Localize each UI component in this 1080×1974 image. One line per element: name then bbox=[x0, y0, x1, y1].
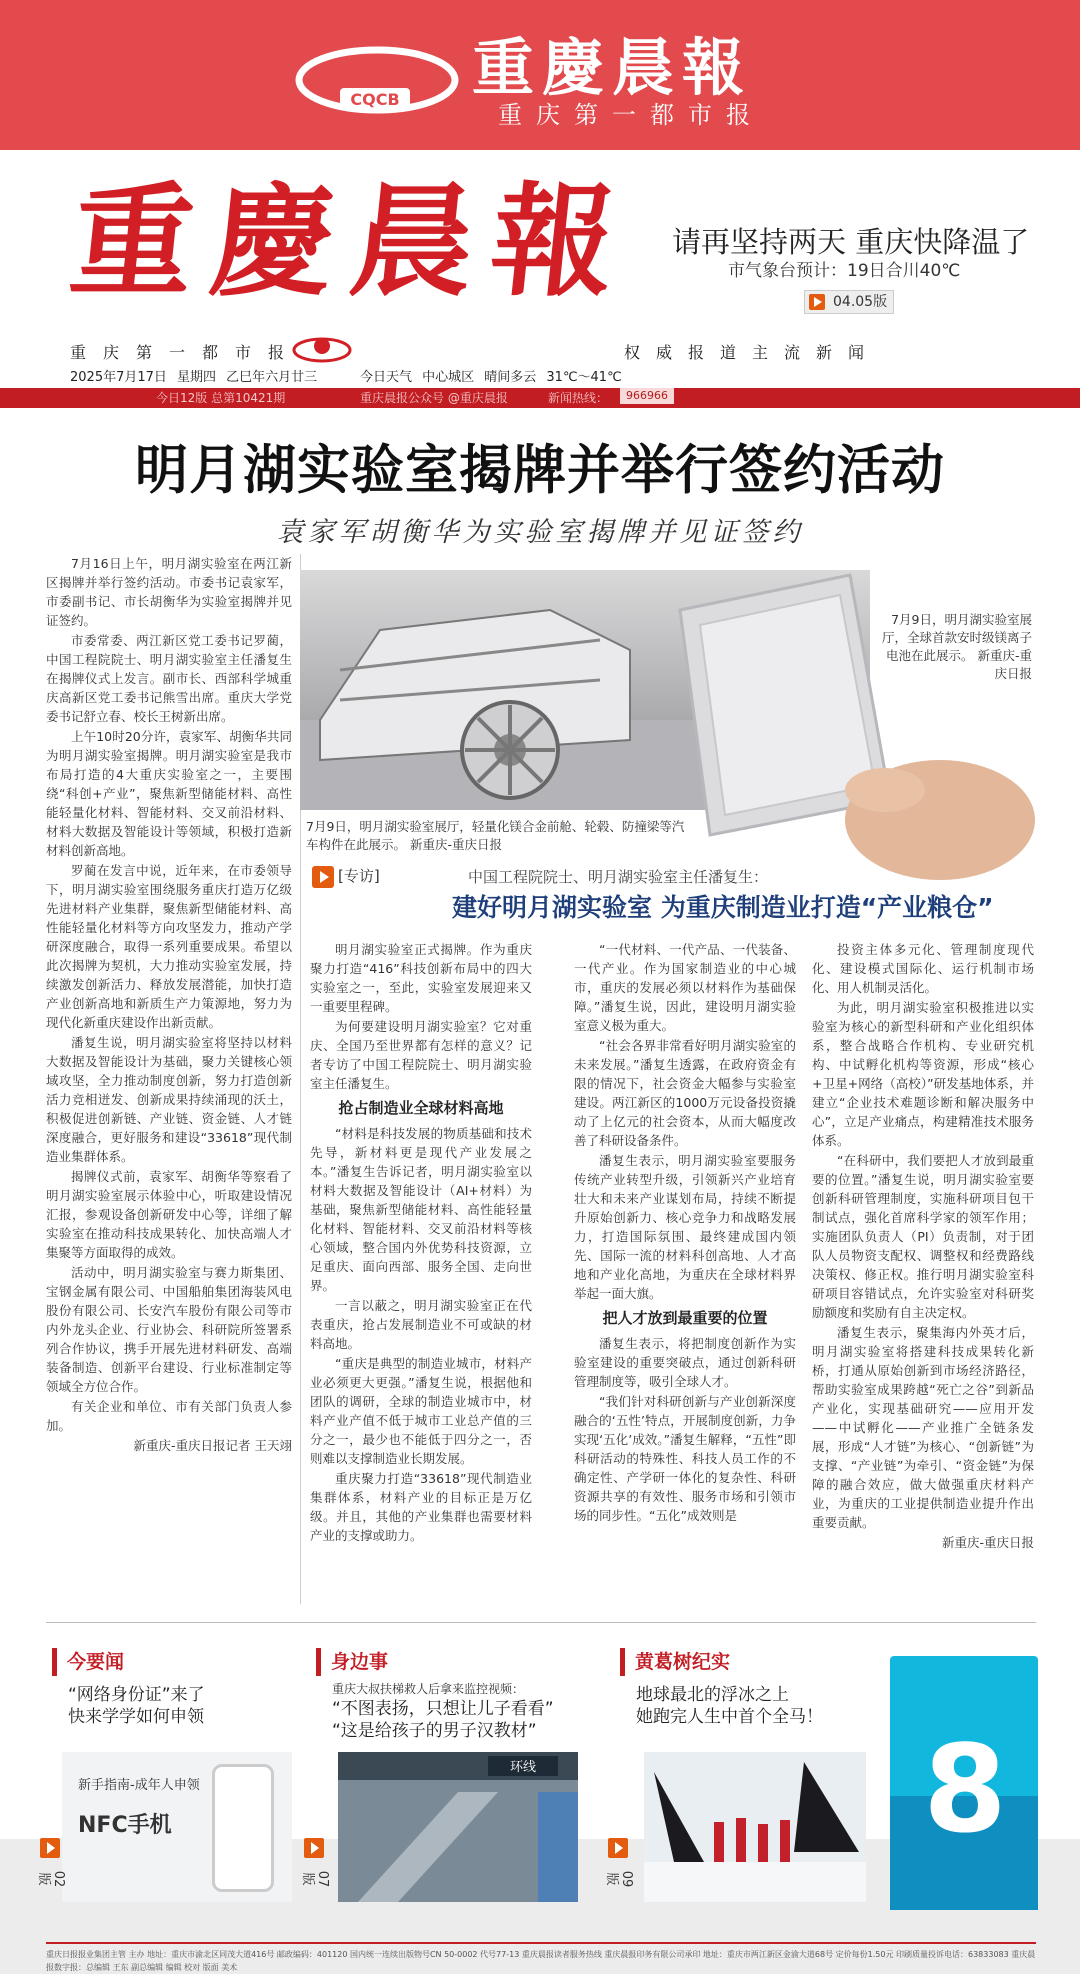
advertisement-panel[interactable] bbox=[890, 1656, 1038, 1910]
headline-page-label: 04.05版 bbox=[833, 294, 888, 310]
guide-title-line: 快来学学如何申领 bbox=[68, 1707, 204, 1727]
guide-title-line: 她跑完人生中首个全马！ bbox=[636, 1707, 823, 1727]
interview-paragraph: “一代材料、一代产品、一代装备、一代产业。作为国家制造业的中心城市，重庆的发展必须以材料作为基础保障。”潘复生说，因此，建设明月湖实验室意义极为重大。 bbox=[574, 942, 796, 1033]
interview-paragraph: 重庆聚力打造“33618”现代制造业集群体系，材料产业的目标正是万亿级。并且，其他的产业集群也需要材料产业的支撑或助力。 bbox=[310, 1471, 532, 1543]
lead-paragraph: 市委常委、两江新区党工委书记罗蔺，中国工程院院士、明月湖实验室主任潘复生在揭牌仪式上发言。副市长、西部科学城重庆高新区党工委书记熊雪出席。重庆大学党委书记舒立春、校长王树新出席。 bbox=[46, 633, 292, 724]
ad-number: 8 bbox=[923, 1721, 1007, 1860]
guide-page-link[interactable] bbox=[604, 1838, 634, 1894]
play-icon bbox=[304, 1838, 324, 1858]
interview-paragraph: 潘复生表示，将把制度创新作为实验室建设的重要突破点，通过创新科研管理制度等，吸引全球人才。 bbox=[574, 1336, 796, 1389]
mini-logo-icon bbox=[290, 332, 354, 366]
guide-card-documentary[interactable] bbox=[604, 1640, 870, 1910]
interview-paragraph: 为此，明月湖实验室积极推进以实验室为核心的新型科研和产业化组织体系，整合战略合作机构、专业研究机构、中试孵化机构等资源，形成“核心+卫星+网络（高校）”研发基地体系，并建立“企业技术难题诊断和解决服务中心”，立足产业痛点，构建精准技术服务体系。 bbox=[812, 1000, 1034, 1148]
interview-paragraph: “在科研中，我们要把人才放到最重要的位置。”潘复生说，明月湖实验室要创新科研管理制度，实施科研项目包干制试点，强化首席科学家的领军作用；实施团队负责人（PI）负责制，对于团队人员物资支配权、调整权和经费路线决策权、修正权。推行明月湖实验室科研项目容错试点，允许实验室对科研奖励额度和奖励有自主决定权。 bbox=[812, 1153, 1034, 1320]
lead-subhead: 袁家军胡衡华为实验室揭牌并见证签约 bbox=[276, 517, 804, 548]
thumbnail-text: 新手指南-成年人申领 bbox=[78, 1778, 200, 1793]
battery-caption: 7月9日，明月湖实验室展厅，全球首款安时级镁离子电池在此展示。 新重庆-重庆日报 bbox=[882, 612, 1033, 681]
lead-article bbox=[46, 554, 292, 1600]
top-banner bbox=[0, 0, 1080, 150]
interview-paragraph: “重庆是典型的制造业城市，材料产业必须更大更强。”潘复生说，根据他和团队的调研，全球的制造业城市中，材料产业产值不低于城市工业总产值的三分之一，最少也不能低于四分之一，否则难以支撑制造业长期发展。 bbox=[310, 1356, 532, 1466]
issue-pages: 今日12版 总第10421期 bbox=[156, 391, 286, 405]
guide-page-number: 07版 bbox=[300, 1870, 330, 1888]
interview-paragraph: 潘复生表示，聚集海内外英才后，明月湖实验室将搭建科技成果转化新桥，打通从原始创新到市场经济路径，帮助实验室成果跨越“死亡之谷”到新品产业化，实现基础研究——应用开发——中试孵化——产业推广全链条发展，形成“人才链”为核心、“创新链”为支撑、“产业链”为牵引、“资金链”为保障的融合效应，做大做强重庆材料产业，为重庆的工业提供制造业提升作出重要贡献。 bbox=[812, 1325, 1034, 1530]
guide-title-line: “这是给孩子的男子汉教材” bbox=[332, 1721, 537, 1741]
interview-byline: 新重庆-重庆日报 bbox=[941, 1535, 1034, 1550]
play-icon bbox=[809, 294, 825, 310]
headline-news[interactable]: 请再坚持两天 重庆快降温了 bbox=[672, 225, 1030, 259]
masthead-title: 重慶晨報 bbox=[64, 169, 640, 313]
weather-line: 今日天气 中心城区 晴间多云 31℃～41℃ bbox=[360, 370, 622, 385]
interview-paragraph: “材料是科技发展的物质基础和技术先导，新材料更是现代产业发展之本。”潘复生告诉记者，明月湖实验室以材料大数据及智能设计（AI+材料）为基础，聚焦新型储能材料、高性能轻量化材料、智能材料、交叉前沿材料等核心领域，整合国内外优势科技资源，立足重庆、面向西部、服务全国、走向世界。 bbox=[310, 1126, 532, 1293]
motto-right: 权威报道主流新闻 bbox=[624, 343, 881, 362]
guide-card-news[interactable] bbox=[36, 1640, 302, 1910]
hotline-label: 新闻热线： bbox=[548, 391, 609, 405]
interview-subhead: 抢占制造业全球材料高地 bbox=[338, 1099, 504, 1117]
lead-paragraph: 潘复生说，明月湖实验室将坚持以材料大数据及智能设计为基础，聚力关键核心领域攻坚，全力推动制度创新，努力打造创新活力竞相迸发、创新成果持续涌现的沃土，积极促进创新链、产业链、资金链、人才链深度融合，更好服务和建设“33618”现代制造业集群体系。 bbox=[46, 1035, 292, 1164]
issue-bar bbox=[0, 388, 1080, 408]
interview-paragraph: “社会各界非常看好明月湖实验室的未来发展。”潘复生透露，在政府资金有限的情况下，社会资金大幅参与实验室建设。两江新区的1000万元设备投资撬动了上亿元的社会资本，从而大幅度改善了科研设备条件。 bbox=[574, 1038, 796, 1148]
guide-label: 黄葛树纪实 bbox=[620, 1648, 730, 1676]
guide-card-local[interactable] bbox=[300, 1640, 586, 1910]
guide-page-link[interactable] bbox=[300, 1838, 330, 1894]
footer-info: 重庆日报报业集团主管 主办 地址：重庆市渝北区同茂大道416号 邮政编码：401120 国内统一连续出版物号CN 50-0002 代号77-13 重庆晨报读者服务热线 重庆晨报印务有限公司承印 地址：重庆市两江新区金渝大道68号 定价每份1.50元 印刷质量投诉电话：63833083 重庆晨报数字报：总编辑 王东 副总编辑 编辑 校对 版面 美术 bbox=[46, 1950, 1036, 1972]
interview-column-1 bbox=[310, 940, 532, 1600]
motto-left: 重庆第一都市报 bbox=[70, 343, 302, 362]
cqcb-logo bbox=[292, 30, 462, 120]
interview-column-3 bbox=[812, 940, 1034, 1600]
lead-paragraph: 罗蔺在发言中说，近年来，在市委领导下，明月湖实验室围绕服务重庆打造万亿级先进材料产业集群，聚焦新型储能材料、高性能轻量化材料等方向攻坚发力，推动产学研深度融合，取得一系列重要成果。希望以此次揭牌为契机，大力推动实验室发展，持续激发创新活力、释放发展潜能，加快打造产业创新高地和新质生产力策源地，努力为现代化新重庆建设作出新贡献。 bbox=[46, 863, 292, 1030]
interview-paragraph: 一言以蔽之，明月湖实验室正在代表重庆，抢占发展制造业不可或缺的材料高地。 bbox=[310, 1298, 532, 1351]
marathon-thumbnail bbox=[644, 1752, 866, 1902]
headline-sub: 市气象台预计：19日合川40℃ bbox=[728, 261, 961, 281]
play-icon bbox=[608, 1838, 628, 1858]
logo-text: CQCB bbox=[350, 90, 400, 109]
guide-title-line: 地球最北的浮冰之上 bbox=[636, 1685, 789, 1705]
interview-paragraph: 潘复生表示，明月湖实验室要服务传统产业转型升级，引领新兴产业培育壮大和未来产业谋划布局，持续不断提升原始创新力、核心竞争力和战略发展力，打造国际氛围、最终建成国内领先、国际一流的材料科创高地、人才高地和产业化高地，为重庆在全球材料界举起一面大旗。 bbox=[574, 1153, 796, 1301]
guide-page-number: 09版 bbox=[604, 1870, 634, 1888]
wechat-line: 重庆晨报公众号 @重庆晨报 bbox=[360, 391, 508, 405]
interview-paragraph: 为何要建设明月湖实验室？它对重庆、全国乃至世界都有怎样的意义？记者专访了中国工程院院士、明月湖实验室主任潘复生。 bbox=[310, 1019, 532, 1091]
interview-paragraph: 投资主体多元化、管理制度现代化、建设模式国际化、运行机制市场化、用人机制灵活化。 bbox=[812, 942, 1034, 995]
guide-page-number: 02版 bbox=[36, 1870, 66, 1888]
interview-tag-label: [专访] bbox=[338, 867, 380, 885]
interview-subhead: 把人才放到最重要的位置 bbox=[602, 1309, 768, 1327]
escalator-thumbnail bbox=[338, 1752, 578, 1902]
guide-kicker: 重庆大叔扶梯救人后拿来监控视频： bbox=[332, 1682, 525, 1696]
interview-title: 建好明月湖实验室 为重庆制造业打造“产业粮仓” bbox=[452, 893, 994, 922]
thumbnail-text: NFC手机 bbox=[78, 1813, 172, 1838]
lead-paragraph: 7月16日上午，明月湖实验室在两江新区揭牌并举行签约活动。市委书记袁家军，市委副书记、市长胡衡华为实验室揭牌并见证签约。 bbox=[46, 556, 292, 628]
guide-label: 今要闻 bbox=[52, 1648, 124, 1676]
nfc-guide-thumbnail bbox=[62, 1752, 292, 1902]
lead-paragraph: 有关企业和单位、市有关部门负责人参加。 bbox=[46, 1399, 292, 1433]
lead-paragraph: 活动中，明月湖实验室与赛力斯集团、宝钢金属有限公司、中国船舶集团海装风电股份有限公司、长安汽车股份有限公司等市内外龙头企业、行业协会、科研院所签署系列合作协议，携手开展先进材料研发、高端装备制造、创新平台建设、行业标准制定等领域全方位合作。 bbox=[46, 1265, 292, 1394]
play-icon bbox=[40, 1838, 60, 1858]
interview-kicker: 中国工程院院士、明月湖实验室主任潘复生： bbox=[468, 868, 769, 886]
guide-label: 身边事 bbox=[316, 1648, 388, 1676]
lead-paragraph: 上午10时20分许，袁家军、胡衡华共同为明月湖实验室揭牌。明月湖实验室是我市布局打造的4大重庆实验室之一，主要围绕“科创+产业”，聚焦新型储能材料、高性能轻量化材料、智能材料、交叉前沿材料、材料大数据及智能设计等领域，积极打造新材料创新高地。 bbox=[46, 729, 292, 858]
guide-title-line: “不图表扬，只想让儿子看看” bbox=[332, 1699, 554, 1719]
interview-column-2 bbox=[574, 940, 796, 1600]
guide-page-link[interactable] bbox=[36, 1838, 66, 1894]
play-icon bbox=[312, 866, 334, 888]
banner-slogan: 重庆第一都市报 bbox=[498, 101, 764, 129]
thumbnail-text: 环线 bbox=[509, 1760, 537, 1775]
interview-paragraph: “我们针对科研创新与产业创新深度融合的‘五性’特点，开展制度创新，力争实现‘五化’成效。”潘复生解释，“五性”即科研活动的特殊性、科技人员工作的不确定性、产学研一体化的复杂性、科研资源共享的有效性、服务市场和引领市场的同步性。“五化”成效则是 bbox=[574, 1394, 796, 1523]
interview-paragraph: 明月湖实验室正式揭牌。作为重庆聚力打造“416”科技创新布局中的四大实验室之一，至此，实验室发展迎来又一重要里程碑。 bbox=[310, 942, 532, 1014]
hotline-number: 966966 bbox=[620, 388, 674, 404]
lead-paragraph: 揭牌仪式前，袁家军、胡衡华等察看了明月湖实验室展示体验中心，听取建设情况汇报，参观设备创新研发中心等，详细了解实验室在推动科技成果转化、加快高端人才集聚等方面取得的成效。 bbox=[46, 1169, 292, 1260]
guide-title-line: “网络身份证”来了 bbox=[68, 1685, 205, 1705]
car-parts-caption: 7月9日，明月湖实验室展厅，轻量化镁合金前舱、轮毂、防撞梁等汽车构件在此展示。 新重庆-重庆日报 bbox=[306, 819, 685, 852]
footer-divider bbox=[46, 1942, 1036, 1944]
lead-byline: 新重庆-重庆日报记者 王天翊 bbox=[133, 1438, 292, 1453]
lead-headline: 明月湖实验室揭牌并举行签约活动 bbox=[135, 440, 945, 501]
dateline: 2025年7月17日 星期四 乙巳年六月廿三 bbox=[70, 370, 318, 385]
banner-brand: 重慶晨報 bbox=[472, 31, 753, 104]
guide-divider bbox=[46, 1622, 1036, 1623]
interview-tag[interactable] bbox=[312, 863, 380, 889]
phone-icon bbox=[212, 1764, 274, 1892]
newspaper-page bbox=[0, 150, 1080, 1972]
headline-page-link[interactable] bbox=[804, 290, 894, 314]
